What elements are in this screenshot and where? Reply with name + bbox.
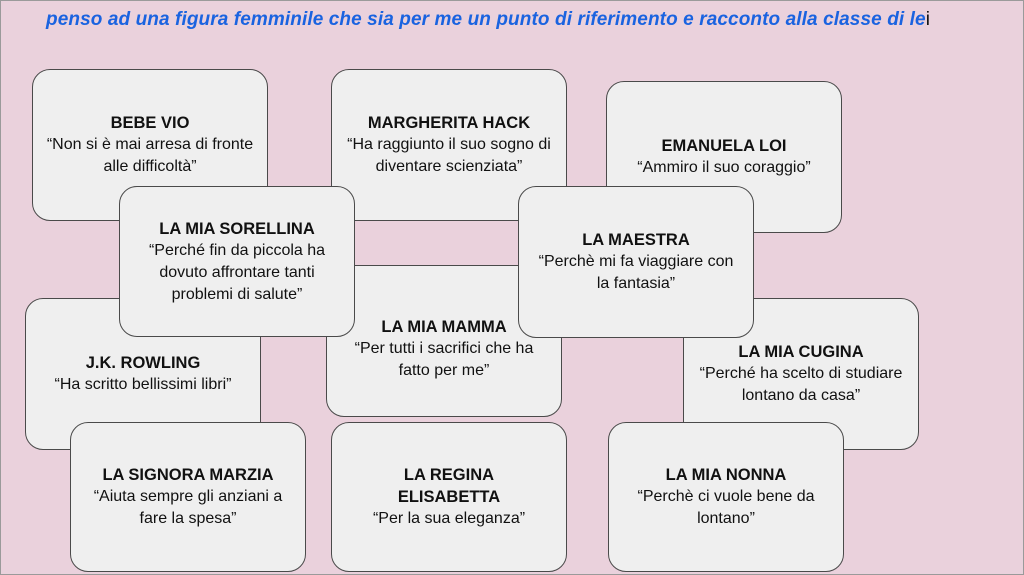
card-name: EMANUELA LOI	[661, 137, 787, 155]
card-quote: “Ammiro il suo coraggio”	[637, 159, 811, 176]
card-quote: “Perchè mi fa viaggiare con la fantasia”	[538, 253, 734, 292]
card-quote: “Per la sua eleganza”	[372, 510, 526, 527]
card-la-maestra[interactable]	[518, 186, 754, 338]
slide-title	[46, 9, 1016, 31]
card-name: LA MIA MAMMA	[381, 318, 507, 336]
card-name: LA SIGNORA MARZIA	[102, 466, 274, 484]
slide-title-cursor-char: i	[925, 9, 931, 30]
card-name: LA MAESTRA	[582, 231, 690, 249]
card-la-mia-sorellina[interactable]	[119, 186, 355, 337]
slide-title-text: penso ad una figura femminile che sia per me un punto di riferimento e racconto alla classe di le	[46, 9, 926, 30]
card-quote: “Perché ha scelto di studiare lontano da casa”	[699, 365, 903, 404]
card-quote: “Non si è mai arresa di fronte alle difficoltà”	[46, 136, 254, 175]
card-name: MARGHERITA HACK	[367, 114, 531, 132]
card-name: LA MIA CUGINA	[738, 343, 864, 361]
card-quote: “Perchè ci vuole bene da lontano”	[637, 488, 815, 527]
card-name: LA MIA SORELLINA	[159, 219, 315, 238]
card-quote: “Ha scritto bellissimi libri”	[54, 376, 232, 393]
card-name: BEBE VIO	[110, 114, 190, 132]
card-name: J.K. ROWLING	[85, 354, 201, 372]
card-quote: “Aiuta sempre gli anziani a fare la spesa”	[93, 488, 283, 527]
card-quote: “Ha raggiunto il suo sogno di diventare scienziata”	[347, 136, 551, 175]
card-la-mia-nonna[interactable]	[608, 422, 844, 572]
card-name: LA REGINA ELISABETTA	[397, 466, 501, 506]
card-la-signora-marzia[interactable]	[70, 422, 306, 572]
card-la-regina-elisabetta[interactable]	[331, 422, 567, 572]
card-name: LA MIA NONNA	[665, 466, 787, 484]
card-quote: “Per tutti i sacrifici che ha fatto per me”	[354, 340, 534, 379]
card-quote: “Perché fin da piccola ha dovuto affrontare tanti problemi di salute”	[148, 241, 326, 303]
